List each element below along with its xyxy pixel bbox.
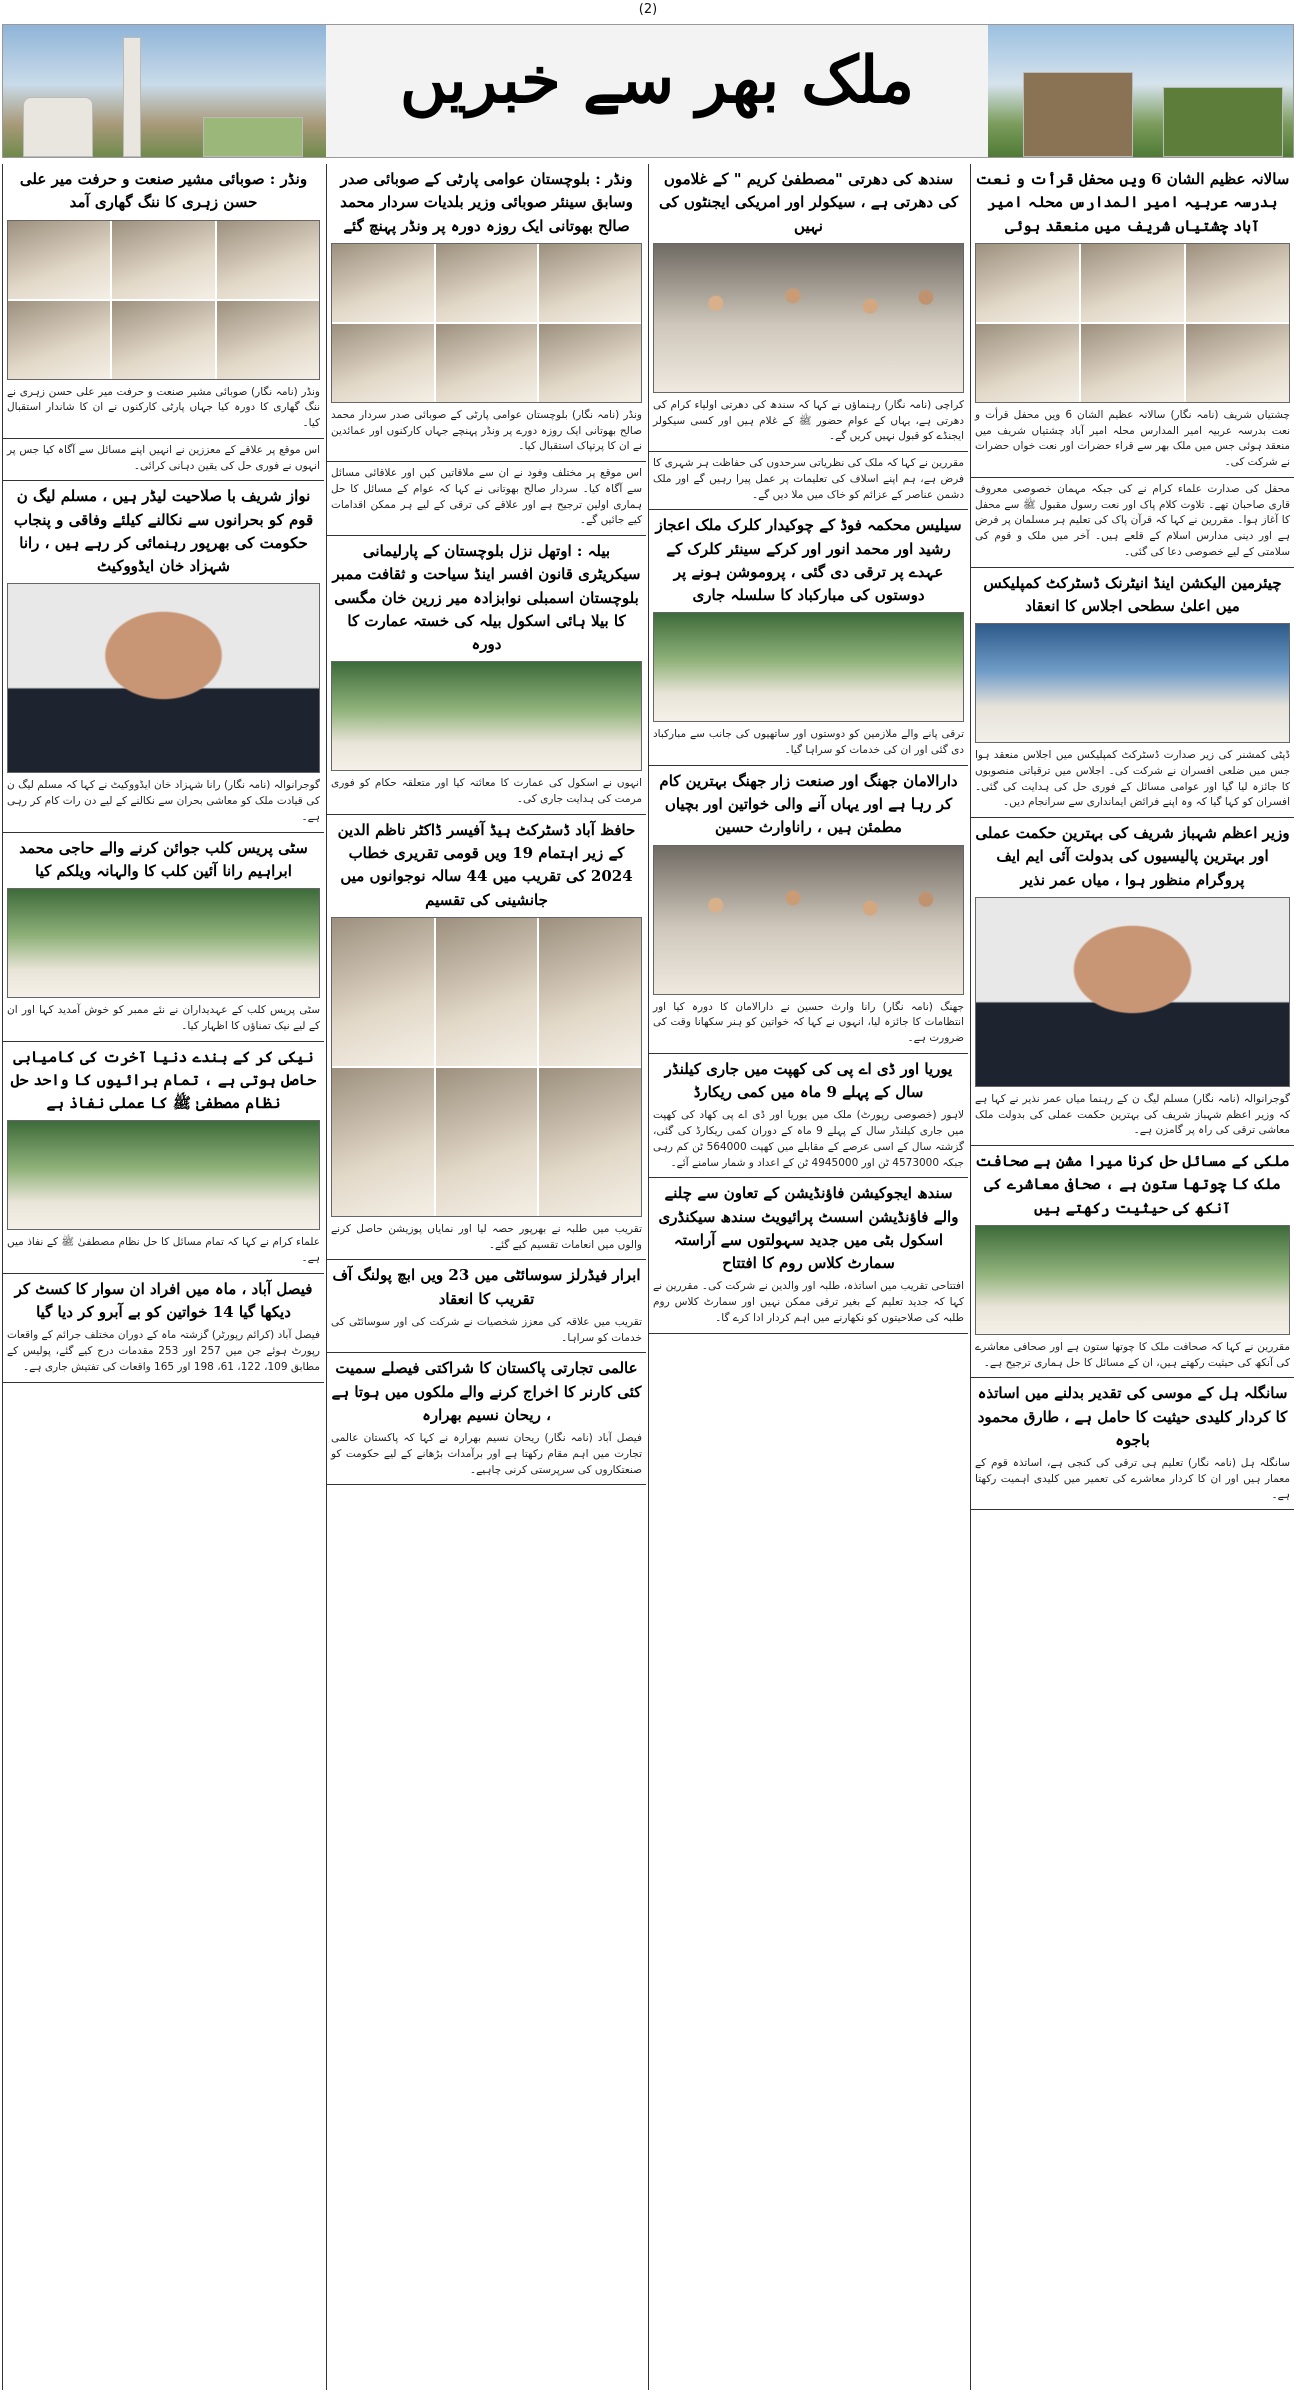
story-paragraph: جھنگ (نامہ نگار) رانا وارث حسین نے دارالامان کا دورہ کیا اور انتظامات کا جائزہ لیا، انہوں نے کہا کہ خواتین کو ہنر سکھانا وقت کی ضرورت ہے۔ xyxy=(653,1000,964,1044)
story-paragraph: اس موقع پر علاقے کے معززین نے انہیں اپنے مسائل سے آگاہ کیا جس پر انہوں نے فوری حل کی یقین دہانی کرائی۔ xyxy=(7,443,320,472)
story-body xyxy=(331,1431,642,1478)
story-body xyxy=(653,398,964,445)
story-headline: ابرار فیڈرلز سوسائٹی میں 23 ویں ابچ پولنگ آف تقریب کا انعقاد xyxy=(332,1266,641,1308)
story-paragraph: اس موقع پر مختلف وفود نے ان سے ملاقاتیں کیں اور علاقائی مسائل سے آگاہ کیا۔ سردار صالح بھوتانی نے کہا کہ عوام کے مسائل کا حل ہماری اولین ترجیح ہے اور علاقے کی ترقی کے لیے ہر ممکن اقدامات کیے جائیں گے۔ xyxy=(331,467,642,527)
story-headline: ملکی کے مسائل حل کرنا میرا مشن ہے صحافت ملک کا چوتھا ستون ہے ، صحافی معاشرے کی آنکھ کی حیثیت رکھتے ہیں xyxy=(975,1152,1290,1217)
story-paragraph: مقررین نے کہا کہ ملک کی نظریاتی سرحدوں کی حفاظت ہر شہری کا فرض ہے، ہم اپنے اسلاف کی تعلیمات پر عمل پیرا رہیں گے اور ملک دشمن عناصر کے عزائم کو خاک میں ملا دیں گے۔ xyxy=(653,457,964,501)
column-3 xyxy=(326,164,646,2390)
story-body xyxy=(7,443,320,475)
photo-tile xyxy=(8,221,110,299)
news-story xyxy=(971,568,1294,819)
news-photo-visit xyxy=(653,845,964,995)
story-headline: یوریا اور ڈی اے پی کی کھپت میں جاری کیلنڈر سال کے پہلے 9 ماہ میں کمی ریکارڈ xyxy=(664,1059,953,1101)
story-headline: سندھ ایجوکیشن فاؤنڈیشن کے تعاون سے چلنے والے فاؤنڈیشن اسسٹ پرائیویٹ سندھ سیکنڈری اسکول بٹی میں جدید سہولتوں سے آراستہ سمارٹ کلاس روم کا افتتاح xyxy=(658,1184,959,1272)
story-body xyxy=(653,727,964,759)
masthead-left-image xyxy=(3,25,326,157)
photo-tile xyxy=(332,324,434,402)
news-story xyxy=(3,439,324,482)
story-paragraph: سٹی پریس کلب کے عہدیداران نے نئے ممبر کو خوش آمدید کہا اور ان کے لیے نیک تمناؤں کا اظہار کیا۔ xyxy=(7,1004,320,1032)
story-headline: حافظ آباد ڈسٹرکٹ ہیڈ آفیسر ڈاکٹر ناظم الدین کے زیر اہتمام 19 ویں قومی تقریری خطاب 2024 کی تقریب میں 44 سالہ نوجوانوں میں جانشینی کی تقسیم xyxy=(337,820,636,909)
photo-tile xyxy=(436,324,538,402)
story-headline: بیلہ : اوتھل نزل بلوچستان کے پارلیمانی سیکریٹری قانون افسر اینڈ سیاحت و ثقافت ممبر بلوچستان اسمبلی نوابزادہ میر زرین خان مگسی کا بیلا ہائی اسکول بیلہ کی خستہ عمارت کا دورہ xyxy=(332,542,641,653)
photo-tile xyxy=(976,244,1079,322)
story-body xyxy=(7,1003,320,1035)
story-headline: سندھ کی دھرتی "مصطفیٰ کریم " کے غلاموں کی دھرتی ہے ، سیکولر اور امریکی ایجنٹوں کی نہیں xyxy=(659,170,958,235)
news-story xyxy=(327,1260,646,1353)
story-body xyxy=(975,408,1290,471)
story-paragraph: محفل کی صدارت علماء کرام نے کی جبکہ مہمان خصوصی معروف قاری صاحبان تھے۔ تلاوت کلام پاک اور نعت رسول مقبول ﷺ سے محفل کا آغاز ہوا۔ مقررین نے کہا کہ قرآن پاک کی تعلیم ہر مسلمان پر فرض ہے اور دینی مدارس اسلام کے قلعے ہیں۔ آخر میں ملک و قوم کی سلامتی کے لیے خصوصی دعا کی گئی۔ xyxy=(975,482,1290,558)
news-story xyxy=(3,164,324,439)
news-story xyxy=(3,1274,324,1383)
story-body xyxy=(7,385,320,432)
news-photo-grid6 xyxy=(975,243,1290,403)
story-paragraph: سانگلہ ہل (نامہ نگار) تعلیم ہی ترقی کی کنجی ہے، اساتذہ قوم کے معمار ہیں اور ان کا کردار معاشرے کی تعمیر میں کلیدی اہمیت رکھتا ہے۔ xyxy=(975,1457,1290,1501)
photo-tile xyxy=(436,918,538,1066)
photo-tile xyxy=(539,1068,641,1216)
news-photo-grid6 xyxy=(7,220,320,380)
news-photo-grid6 xyxy=(331,243,642,403)
photo-tile xyxy=(1081,324,1184,402)
news-story xyxy=(971,818,1294,1146)
story-paragraph: ونڈر (نامہ نگار) صوبائی مشیر صنعت و حرفت میر علی حسن زہری نے ننگ گھاری کا دورہ کیا جہاں پارٹی کارکنوں نے ان کا شاندار استقبال کیا۔ xyxy=(7,385,320,429)
story-paragraph: مقررین نے کہا کہ صحافت ملک کا چوتھا ستون ہے اور صحافی معاشرے کی آنکھ کی حیثیت رکھتے ہیں، ان کے مسائل کا حل ہماری ترجیح ہے۔ xyxy=(975,1340,1290,1369)
page-number: (2) xyxy=(638,2,658,17)
photo-tile xyxy=(112,301,214,379)
story-body xyxy=(7,1328,320,1375)
story-headline: ونڈر : بلوچستان عوامی پارٹی کے صوبائی صدر وسابق سینئر صوبائی وزیر بلدیات سردار محمد صالح بھوتانی ایک روزہ دورہ پر ونڈر پہنچ گئے xyxy=(340,170,633,235)
story-headline: سانگلہ ہل کے موسی کی تقدیر بدلنے میں اساتذہ کا کردار کلیدی حیثیت کا حامل ہے ، طارق محمود باجوہ xyxy=(977,1384,1288,1449)
story-headline: ونڈر : صوبائی مشیر صنعت و حرفت میر علی حسن زہری کا ننگ گھاری آمد xyxy=(19,170,308,212)
story-paragraph: گوجرانوالہ (نامہ نگار) مسلم لیگ ن کے رہنما میاں عمر نذیر نے کہا ہے کہ وزیر اعظم شہباز شریف کی بہترین حکمت عملی کی بدولت ملک معاشی ترقی کی راہ پر گامزن ہے۔ xyxy=(975,1092,1290,1137)
story-paragraph: فیصل آباد (کرائم رپورٹر) گزشتہ ماہ کے دوران مختلف جرائم کے واقعات رپورٹ ہوئے جن میں 257 اور 253 مقدمات درج کیے گئے، پولیس کے مطابق 109، 122، 61، 198 اور 165 واقعات کی تفتیش جاری ہے۔ xyxy=(7,1329,320,1373)
photo-tile xyxy=(436,1068,538,1216)
news-story xyxy=(327,536,646,815)
news-photo-meeting xyxy=(975,623,1290,743)
news-story xyxy=(971,164,1294,478)
news-photo-portrait xyxy=(975,897,1290,1087)
news-story xyxy=(3,481,324,832)
story-body xyxy=(653,1000,964,1047)
news-photo-ceremony xyxy=(331,917,642,1217)
story-paragraph: تقریب میں علاقہ کی معزز شخصیات نے شرکت کی اور سوسائٹی کی خدمات کو سراہا۔ xyxy=(331,1315,642,1344)
story-headline: فیصل آباد ، ماہ میں افراد ان سوار کا کسٹ کر دیکھا گیا 14 خواتین کو بے آبرو کر دیا گیا xyxy=(14,1279,313,1321)
photo-tile xyxy=(1186,244,1289,322)
photo-tile xyxy=(976,324,1079,402)
news-story xyxy=(649,164,968,452)
photo-tile xyxy=(217,221,319,299)
news-story xyxy=(3,833,324,1042)
story-body xyxy=(653,1108,964,1171)
news-photo-group xyxy=(331,661,642,771)
story-headline: سالانہ عظیم الشان 6 ویں محفل قرأت و نعت بدرسہ عربیہ امیر المدارس محلہ امیر آباد چشتیاں شریف میں منعقد ہوئی xyxy=(975,170,1290,235)
news-story xyxy=(649,510,968,766)
story-body xyxy=(331,1315,642,1347)
news-story xyxy=(3,1042,324,1274)
news-story xyxy=(649,766,968,1054)
news-story xyxy=(971,1378,1294,1510)
masthead-right-image xyxy=(988,25,1293,157)
story-headline: نیکی کر کے بندے دنیا آخرت کی کامیابی حاصل ہوتی ہے ، تمام برائیوں کا واحد حل نظام مصطفیٰ ﷺ کا عملی نفاذ ہے xyxy=(10,1047,317,1112)
story-body xyxy=(975,482,1290,561)
news-photo-group xyxy=(7,1120,320,1230)
news-story xyxy=(327,462,646,536)
story-paragraph: کراچی (نامہ نگار) رہنماؤں نے کہا کہ سندھ کی دھرتی اولیاء کرام کی دھرتی ہے، یہاں کے عوام حضور ﷺ کے غلام ہیں اور کسی سیکولر ایجنڈے کو قبول نہیں کریں گے۔ xyxy=(653,398,964,443)
photo-tile xyxy=(332,1068,434,1216)
story-paragraph: ترقی پانے والے ملازمین کو دوستوں اور ساتھیوں کی جانب سے مبارکباد دی گئی اور ان کی خدمات کو سراہا گیا۔ xyxy=(653,728,964,756)
story-body xyxy=(975,1340,1290,1372)
news-photo-portrait xyxy=(7,583,320,773)
story-paragraph: ڈپٹی کمشنر کی زیر صدارت ڈسٹرکٹ کمپلیکس میں اجلاس منعقد ہوا جس میں ضلعی افسران نے شرکت کی۔ اجلاس میں ترقیاتی منصوبوں کا جائزہ لیا گیا اور عوامی مسائل کے فوری حل کی ہدایت کی گئی۔ افسران کو کہا گیا کہ وہ اپنے فرائض ایمانداری سے سرانجام دیں۔ xyxy=(975,749,1290,809)
column-4 xyxy=(2,164,324,2390)
column-1 xyxy=(970,164,1294,2390)
news-story xyxy=(971,1146,1294,1378)
story-body xyxy=(653,456,964,503)
news-story xyxy=(649,1054,968,1179)
story-paragraph: ونڈر (نامہ نگار) بلوچستان عوامی پارٹی کے صوبائی صدر سردار محمد صالح بھوتانی ایک روزہ دورے پر ونڈر پہنچے جہاں کارکنوں اور عمائدین نے ان کا پرتپاک استقبال کیا۔ xyxy=(331,408,642,453)
news-photo-group xyxy=(7,888,320,998)
story-paragraph: فیصل آباد (نامہ نگار) ریحان نسیم بھرارہ نے کہا کہ پاکستان عالمی تجارت میں اہم مقام رکھتا ہے اور برآمدات بڑھانے کے لیے حکومت کو صنعتکاروں کی سرپرستی کرنی چاہیے۔ xyxy=(331,1432,642,1476)
photo-tile xyxy=(1081,244,1184,322)
news-story xyxy=(327,815,646,1261)
story-body xyxy=(975,1092,1290,1139)
story-body xyxy=(975,1456,1290,1503)
story-paragraph: لاہور (خصوصی رپورٹ) ملک میں یوریا اور ڈی اے پی کھاد کی کھپت میں جاری کیلنڈر سال کے پہلے 9 ماہ کے دوران کمی ریکارڈ کی گئی، گزشتہ سال کے اسی عرصے کے مقابلے میں کھپت 564000 ٹن کم رہی جبکہ 4573000 ٹن اور 4945000 ٹن کے اعداد و شمار سامنے آئے۔ xyxy=(653,1109,964,1169)
masthead xyxy=(2,24,1294,158)
photo-tile xyxy=(8,301,110,379)
photo-tile xyxy=(332,244,434,322)
story-headline: عالمی تجارتی پاکستان کا شراکتی فیصلے سمیت کئی کارنر کا اخراج کرنے والے ملکوں میں ہوتا ہے ، ریحان نسیم بھرارہ xyxy=(331,1359,642,1424)
news-story xyxy=(327,1353,646,1485)
photo-tile xyxy=(436,244,538,322)
news-story xyxy=(649,1178,968,1333)
story-body xyxy=(7,1235,320,1267)
photo-tile xyxy=(1186,324,1289,402)
story-headline: چیئرمین الیکشن اینڈ انیٹرنک ڈسٹرکٹ کمپلیکس میں اعلیٰ سطحی اجلاس کا انعقاد xyxy=(983,573,1282,615)
story-headline: وزیر اعظم شہباز شریف کی بہترین حکمت عملی اور بہترین پالیسیوں کی بدولت آئی ایم ایف پروگرام منظور ہوا ، میاں عمر نذیر xyxy=(975,824,1290,889)
story-body xyxy=(7,778,320,825)
news-story xyxy=(649,452,968,510)
story-paragraph: چشتیاں شریف (نامہ نگار) سالانہ عظیم الشان 6 ویں محفل قرأت و نعت بدرسہ عربیہ امیر المدارس محلہ امیر آباد چشتیاں شریف میں منعقد ہوئی جس میں ملک بھر سے قراء حضرات اور نعت خواں حضرات نے شرکت کی۔ xyxy=(975,408,1291,468)
story-headline: نواز شریف با صلاحیت لیڈر ہیں ، مسلم لیگ ن قوم کو بحرانوں سے نکالنے کیلئے وفاقی و پنجاب حکومت کی بھرپور رہنمائی کر رہے ہیں ، رانا شہزاد خان ایڈووکیٹ xyxy=(13,487,314,575)
column-2 xyxy=(648,164,968,2390)
story-body xyxy=(331,1222,642,1254)
masthead-title: ملک بھر سے خبریں xyxy=(399,43,915,118)
story-body xyxy=(331,776,642,808)
story-paragraph: انہوں نے اسکول کی عمارت کا معائنہ کیا اور متعلقہ حکام کو فوری مرمت کی ہدایت جاری کی۔ xyxy=(331,777,642,805)
news-photo-group xyxy=(975,1225,1290,1335)
story-headline: سٹی پریس کلب جوائن کرنے والے حاجی محمد ابراہیم رانا آئین کلب کا والہانہ ویلکم کیا xyxy=(19,838,308,880)
story-body xyxy=(331,466,642,529)
photo-tile xyxy=(539,244,641,322)
photo-tile xyxy=(539,324,641,402)
photo-tile xyxy=(539,918,641,1066)
story-paragraph: علماء کرام نے کہا کہ تمام مسائل کا حل نظام مصطفیٰ ﷺ کے نفاذ میں ہے۔ xyxy=(7,1236,320,1264)
story-paragraph: گوجرانوالہ (نامہ نگار) رانا شہزاد خان ایڈووکیٹ نے کہا کہ مسلم لیگ ن کی قیادت ملک کو معاشی بحران سے نکالنے کے لیے دن رات کام کر رہی ہے۔ xyxy=(7,779,320,823)
story-body xyxy=(975,748,1290,811)
news-story xyxy=(971,478,1294,568)
story-body xyxy=(331,408,642,455)
news-photo-group xyxy=(653,612,964,722)
news-photo-cleric xyxy=(653,243,964,393)
story-paragraph: تقریب میں طلبہ نے بھرپور حصہ لیا اور نمایاں پوزیشن حاصل کرنے والوں میں انعامات تقسیم کیے گئے۔ xyxy=(331,1222,642,1251)
news-story xyxy=(327,164,646,462)
photo-tile xyxy=(112,221,214,299)
photo-tile xyxy=(332,918,434,1066)
story-body xyxy=(653,1279,964,1326)
story-paragraph: افتتاحی تقریب میں اساتذہ، طلبہ اور والدین نے شرکت کی۔ مقررین نے کہا کہ جدید تعلیم کے بغیر ترقی ممکن نہیں اور سمارٹ کلاس روم طلبہ کی صلاحیتوں کو نکھارنے میں اہم کردار ادا کرے گا۔ xyxy=(653,1280,964,1324)
story-headline: سیلیس محکمہ فوڈ کے چوکیدار کلرک ملک اعجاز رشید اور محمد انور اور کرکے سینئر کلرک کے عہدے پر ترقی دی گئی ، پروموشن ہونے پر دوستوں کی مبارکباد کا سلسلہ جاری xyxy=(655,516,962,604)
photo-tile xyxy=(217,301,319,379)
story-headline: دارالامان جھنگ اور صنعت زار جھنگ بہترین کام کر رہا ہے اور یہاں آنے والی خواتین اور بچیاں مطمئن ہیں ، راناوارث حسین xyxy=(659,771,958,837)
